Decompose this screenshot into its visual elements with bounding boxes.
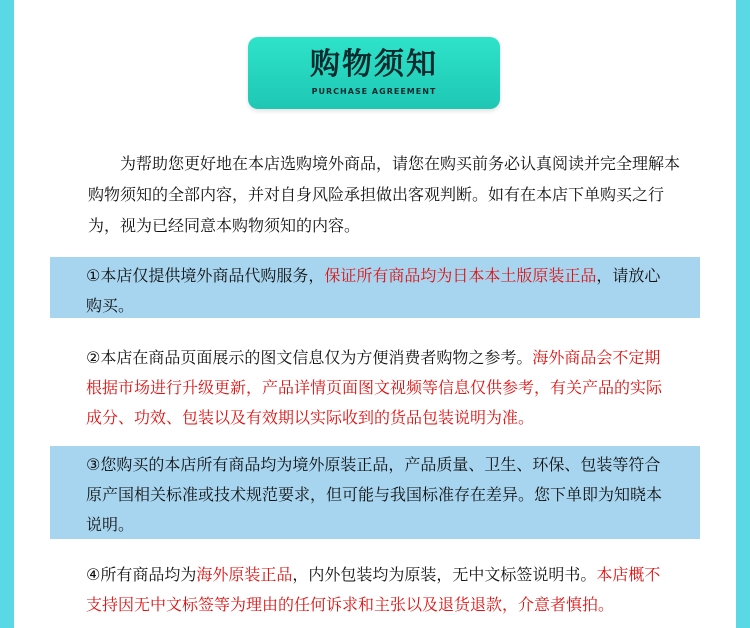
notice-text-1 xyxy=(86,261,670,321)
notice-section-2 xyxy=(50,339,700,426)
notice-text-2 xyxy=(86,343,670,433)
notice-1-text: ①本店仅提供境外商品代购服务， xyxy=(86,266,325,285)
notice-4-emphasis-2: 本店概不支持因无中文标签等为理由的任何诉求和主张以及退货退款，介意者慎拍。 xyxy=(86,565,661,614)
notice-section-1 xyxy=(50,257,700,318)
notice-1-emphasis: 保证所有商品均为日本本土版原装正品 xyxy=(324,266,597,285)
notice-text-4 xyxy=(86,560,670,620)
page-subtitle: PURCHASE AGREEMENT xyxy=(311,87,437,96)
notice-2-text: ②本店在商品页面展示的图文信息仅为方便消费者购物之参考。 xyxy=(86,348,533,367)
notice-section-4 xyxy=(50,556,700,618)
page-title: 购物须知 xyxy=(310,47,438,82)
notice-1-tail: ，请放心购买。 xyxy=(86,266,661,315)
title-banner xyxy=(248,37,500,109)
intro-paragraph: 为帮助您更好地在本店选购境外商品，请您在购买前务必认真阅读并完全理解本购物须知的全部内容，并对自身风险承担做出客观判断。如有在本店下单购买之行为，视为已经同意本购物须知的内容。 xyxy=(88,154,681,235)
notice-3-text: ③您购买的本店所有商品均为境外原装正品，产品质量、卫生、环保、包装等符合原产国相关标准或技术规范要求，但可能与我国标准存在差异。您下单即为知晓本说明。 xyxy=(86,455,663,534)
notice-text-3 xyxy=(86,450,670,540)
notice-2-emphasis: 海外商品会不定期根据市场进行升级更新，产品详情页面图文视频等信息仅供参考，有关产品的实际成分、功效、包装以及有效期以实际收到的货品包装说明为准。 xyxy=(86,348,663,427)
notice-section-3 xyxy=(50,446,700,539)
notice-4-emphasis: 海外原装正品 xyxy=(196,565,293,584)
notice-4-middle: ，内外包装均为原装，无中文标签说明书。 xyxy=(292,565,597,584)
notice-4-text: ④所有商品均为 xyxy=(86,565,197,584)
